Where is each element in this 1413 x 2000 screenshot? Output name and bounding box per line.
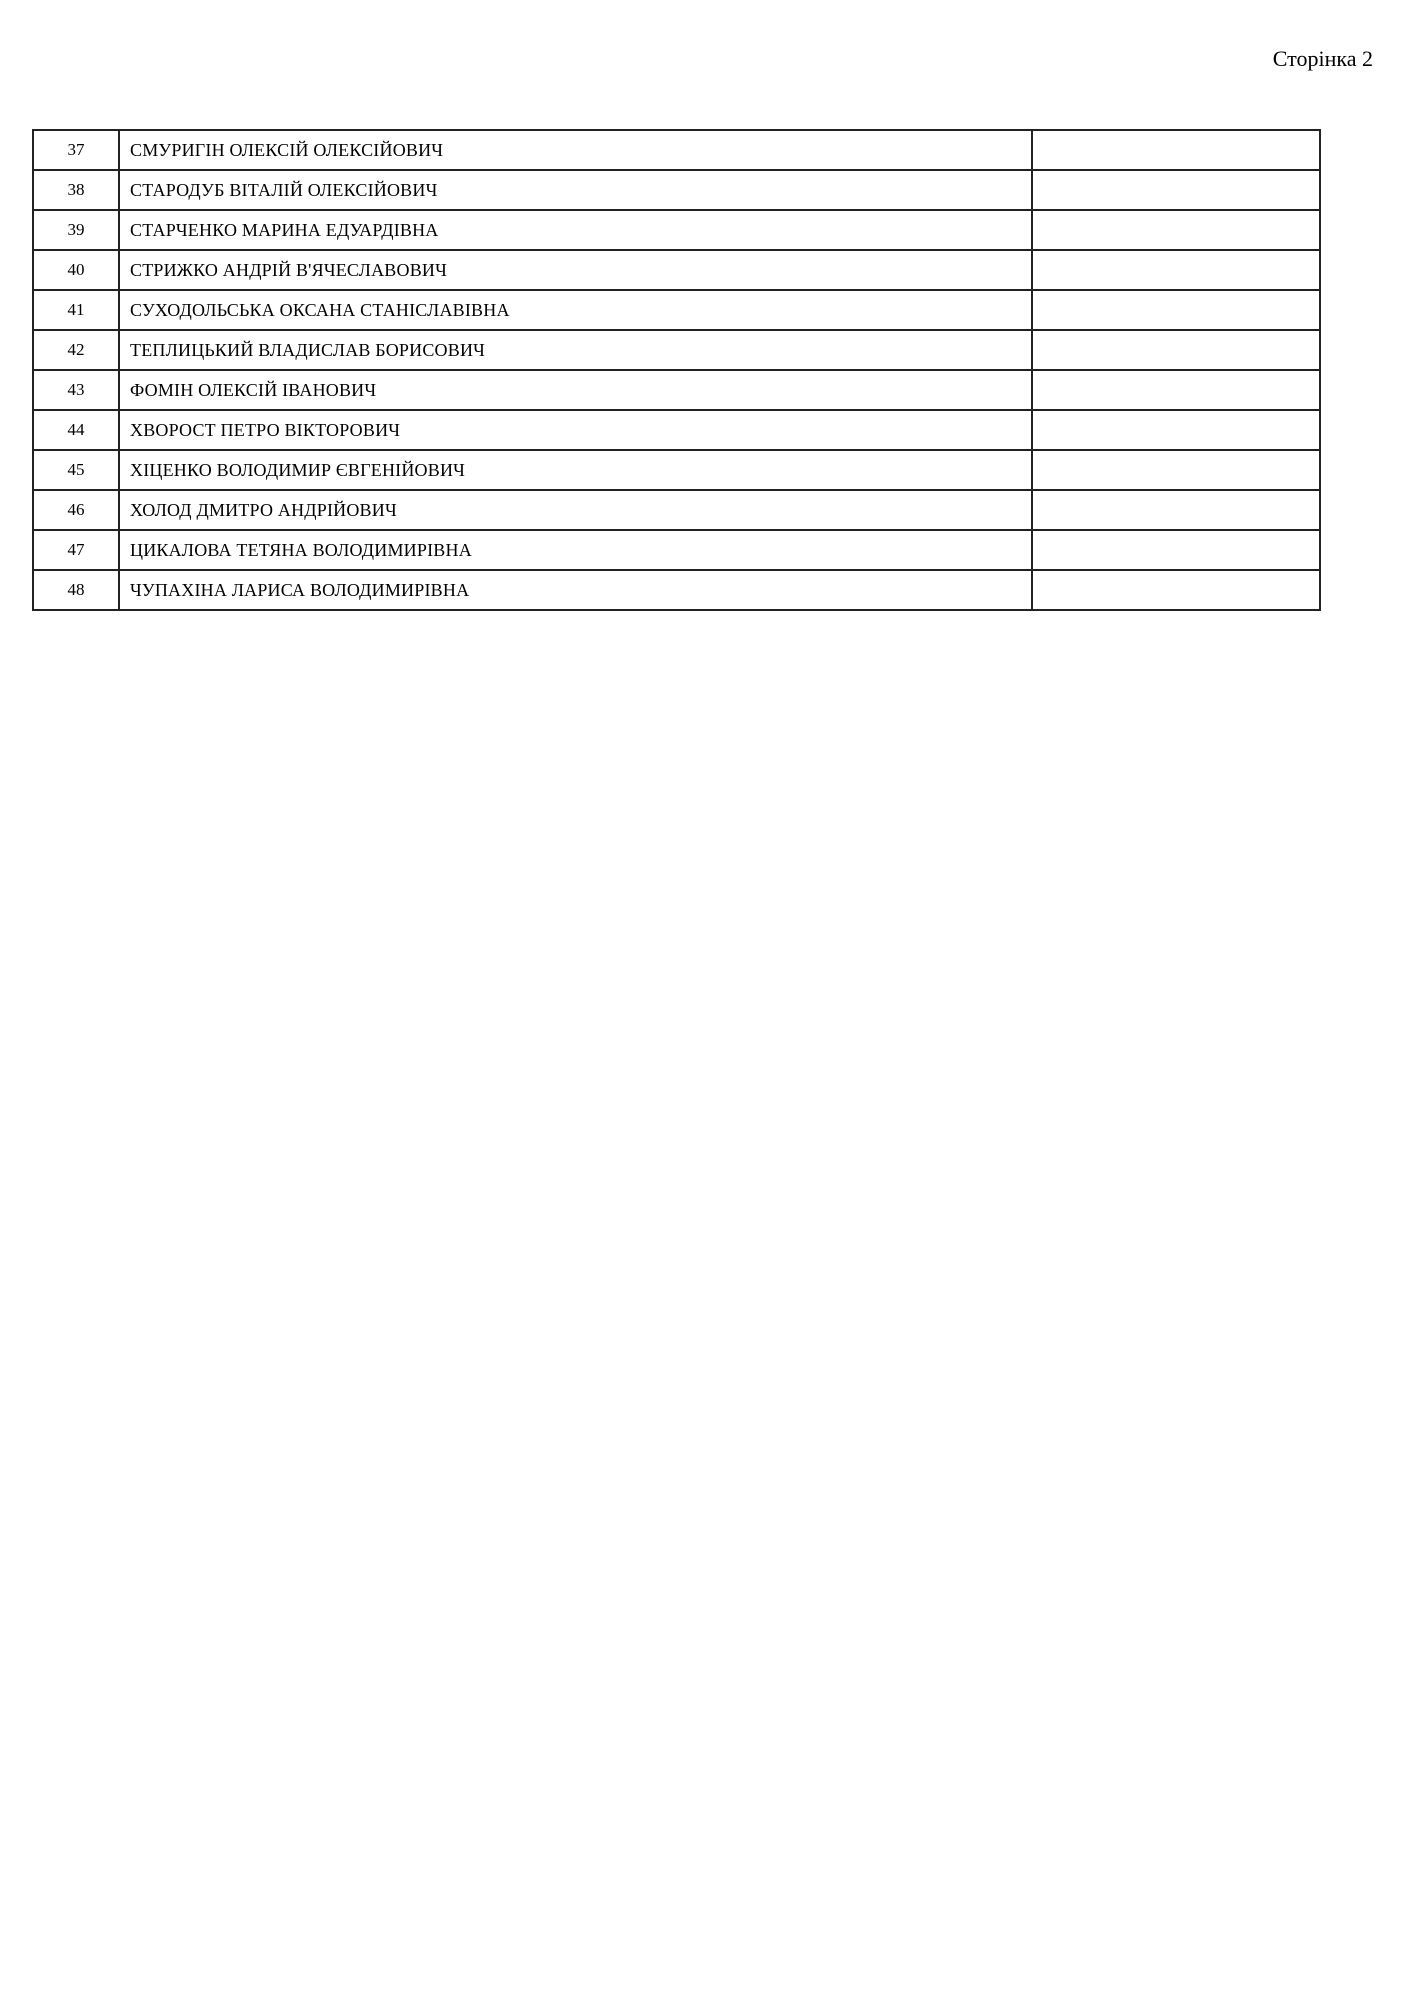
row-number: 45	[33, 450, 119, 490]
table-row	[33, 370, 1320, 410]
row-number: 39	[33, 210, 119, 250]
row-number: 37	[33, 130, 119, 170]
empty-cell	[1032, 290, 1320, 330]
row-number: 43	[33, 370, 119, 410]
empty-cell	[1032, 450, 1320, 490]
person-name: ЧУПАХІНА ЛАРИСА ВОЛОДИМИРІВНА	[119, 570, 1032, 610]
table-row	[33, 530, 1320, 570]
empty-cell	[1032, 210, 1320, 250]
person-name: СУХОДОЛЬСЬКА ОКСАНА СТАНІСЛАВІВНА	[119, 290, 1032, 330]
empty-cell	[1032, 130, 1320, 170]
table-row	[33, 130, 1320, 170]
person-name: СТРИЖКО АНДРІЙ В'ЯЧЕСЛАВОВИЧ	[119, 250, 1032, 290]
person-name: СТАРОДУБ ВІТАЛІЙ ОЛЕКСІЙОВИЧ	[119, 170, 1032, 210]
person-name: ЦИКАЛОВА ТЕТЯНА ВОЛОДИМИРІВНА	[119, 530, 1032, 570]
table-row	[33, 570, 1320, 610]
row-number: 41	[33, 290, 119, 330]
person-name: СТАРЧЕНКО МАРИНА ЕДУАРДІВНА	[119, 210, 1032, 250]
empty-cell	[1032, 370, 1320, 410]
person-name: ТЕПЛИЦЬКИЙ ВЛАДИСЛАВ БОРИСОВИЧ	[119, 330, 1032, 370]
person-name: ФОМІН ОЛЕКСІЙ ІВАНОВИЧ	[119, 370, 1032, 410]
person-name: СМУРИГІН ОЛЕКСІЙ ОЛЕКСІЙОВИЧ	[119, 130, 1032, 170]
page-number: Сторінка 2	[1272, 46, 1373, 71]
empty-cell	[1032, 170, 1320, 210]
empty-cell	[1032, 410, 1320, 450]
table-row	[33, 410, 1320, 450]
empty-cell	[1032, 530, 1320, 570]
person-name: ХОЛОД ДМИТРО АНДРІЙОВИЧ	[119, 490, 1032, 530]
table-row	[33, 170, 1320, 210]
empty-cell	[1032, 330, 1320, 370]
empty-cell	[1032, 570, 1320, 610]
row-number: 42	[33, 330, 119, 370]
row-number: 48	[33, 570, 119, 610]
row-number: 38	[33, 170, 119, 210]
table-row	[33, 210, 1320, 250]
row-number: 46	[33, 490, 119, 530]
person-name: ХІЦЕНКО ВОЛОДИМИР ЄВГЕНІЙОВИЧ	[119, 450, 1032, 490]
person-name: ХВОРОСТ ПЕТРО ВІКТОРОВИЧ	[119, 410, 1032, 450]
table-row	[33, 330, 1320, 370]
empty-cell	[1032, 250, 1320, 290]
table-row	[33, 250, 1320, 290]
row-number: 44	[33, 410, 119, 450]
roster-table	[32, 129, 1321, 611]
row-number: 47	[33, 530, 119, 570]
empty-cell	[1032, 490, 1320, 530]
table-row	[33, 450, 1320, 490]
row-number: 40	[33, 250, 119, 290]
table-row	[33, 490, 1320, 530]
table-row	[33, 290, 1320, 330]
